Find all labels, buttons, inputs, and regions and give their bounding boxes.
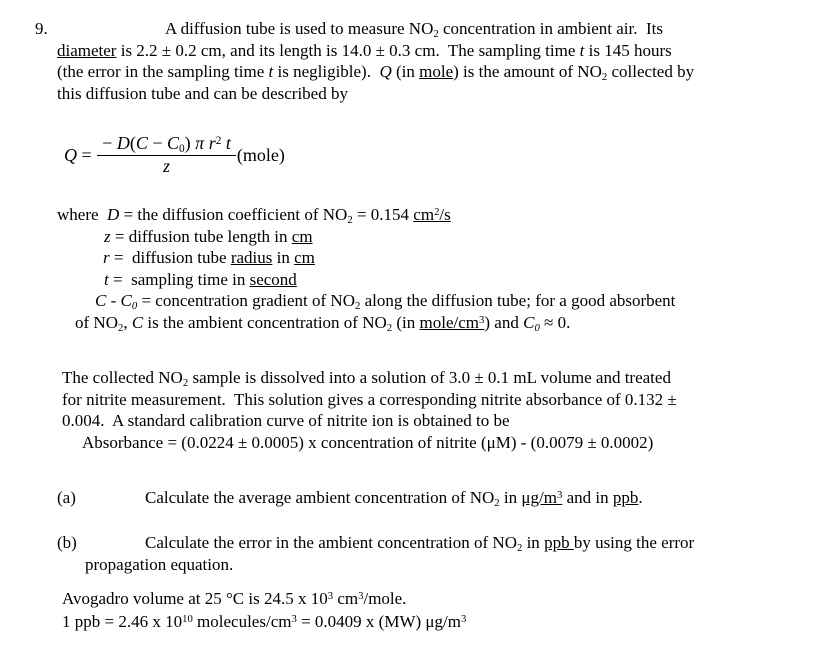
- variable-definitions: [0, 204, 821, 334]
- text-run: [420, 313, 485, 332]
- text-run: 2: [516, 541, 523, 554]
- text-run: 0: [534, 321, 540, 334]
- text-run: 3: [291, 612, 297, 625]
- text-run: 3: [327, 589, 334, 602]
- text-run: along the diffusion tube; for a good absorbent: [360, 291, 676, 311]
- text-line: [0, 367, 821, 389]
- text-run: [413, 205, 450, 224]
- text-run: 2: [434, 205, 440, 218]
- formula-fraction: [97, 133, 236, 177]
- part-a-text: [0, 487, 821, 509]
- text-line: [0, 587, 821, 610]
- text-run: = 0.0409 x (MW) μg/m: [296, 612, 461, 631]
- text-run: D: [116, 133, 130, 153]
- text-run: 3: [479, 313, 485, 326]
- text-run: propagation equation.: [85, 554, 234, 574]
- text-run: (a): [57, 488, 76, 507]
- text-run: π: [195, 133, 205, 153]
- text-run: C: [166, 133, 179, 153]
- text-line: [0, 432, 821, 454]
- text-run: r: [208, 133, 216, 153]
- text-run: Calculate the error in the ambient concentration of NO: [145, 533, 517, 552]
- text-line: [0, 610, 821, 633]
- text-run: t: [104, 269, 109, 289]
- text-run: ppb: [612, 488, 639, 507]
- text-run: by using the error: [573, 533, 695, 552]
- text-run: −: [102, 133, 117, 153]
- text-line: [0, 226, 821, 248]
- problem-intro-paragraph: [0, 18, 821, 104]
- text-run: 2: [354, 300, 361, 313]
- text-run: = concentration gradient of NO: [137, 291, 355, 311]
- text-run: 0: [131, 300, 138, 313]
- text-line: [0, 410, 821, 432]
- diffusion-equation: [64, 133, 285, 177]
- text-run: 2: [494, 496, 500, 509]
- text-line: [0, 61, 821, 83]
- text-run: is 145 hours: [584, 40, 672, 60]
- text-run: Calculate the average ambient concentration of NO: [145, 488, 495, 507]
- text-run: z: [104, 226, 111, 246]
- text-run: 2: [117, 321, 124, 334]
- formula-denominator: [163, 156, 170, 177]
- text-run: -: [106, 291, 121, 311]
- text-run: t: [225, 133, 231, 153]
- text-run: for nitrite measurement. This solution gives a corresponding nitrite absorbance of 0.132 ±: [62, 389, 677, 409]
- text-run: collected by: [607, 62, 695, 82]
- text-run: (: [129, 133, 136, 153]
- text-run: .: [638, 488, 643, 507]
- text-run: second: [249, 269, 297, 289]
- text-run: 2: [182, 376, 189, 389]
- text-run: 3: [358, 589, 364, 602]
- text-run: μg/m: [521, 488, 557, 507]
- text-run: = diffusion tube length in: [110, 226, 292, 246]
- constants-footnote: [0, 587, 821, 633]
- text-run: and in: [562, 488, 613, 507]
- text-run: this diffusion tube and can be described by: [57, 83, 348, 103]
- measurement-paragraph: [0, 367, 821, 453]
- text-run: Absorbance = (0.0224 ± 0.0005) x concentration of nitrite (μM) - (0.0079 ± 0.0002): [82, 432, 654, 452]
- text-line: [0, 487, 821, 509]
- text-run: 10: [182, 612, 193, 625]
- text-run: 2: [601, 71, 608, 84]
- text-run: ): [184, 133, 196, 153]
- text-run: C: [120, 291, 132, 311]
- text-run: = diffusion tube: [109, 248, 231, 268]
- text-run: = sampling time in: [108, 269, 250, 289]
- text-line: [0, 269, 821, 291]
- text-run: is 2.2 ± 0.2 cm, and its length is 14.0 ± 0.3 cm. The sampling time: [116, 40, 580, 60]
- text-run: 2: [347, 213, 353, 226]
- text-run: 2: [433, 27, 439, 40]
- text-run: diameter: [57, 40, 117, 60]
- text-run: C: [95, 291, 107, 311]
- text-line: [0, 204, 821, 226]
- part-b-text: [0, 532, 821, 575]
- text-run: = the diffusion coefficient of NO: [119, 205, 348, 224]
- text-run: 1 ppb = 2.46 x 10: [62, 612, 183, 631]
- text-line: [0, 40, 821, 62]
- text-run: The collected NO: [62, 368, 183, 387]
- text-run: ppb: [544, 533, 574, 552]
- text-run: 3: [556, 488, 563, 501]
- text-run: (b): [57, 533, 77, 552]
- text-line: [0, 83, 821, 105]
- text-run: cm: [294, 248, 315, 268]
- text-run: D: [107, 205, 120, 224]
- text-run: concentration in ambient air. Its: [438, 19, 663, 38]
- text-run: t: [579, 40, 585, 60]
- text-run: in: [499, 488, 522, 507]
- text-run: (the error in the sampling time: [57, 62, 269, 82]
- text-run: ,: [123, 312, 132, 332]
- text-run: C: [135, 133, 148, 153]
- text-run: 3: [460, 612, 467, 625]
- text-run: 0: [179, 143, 185, 156]
- text-line: [0, 247, 821, 269]
- text-run: (in: [392, 312, 420, 332]
- text-run: cm: [413, 205, 435, 224]
- text-run: C: [523, 312, 535, 332]
- text-run: where: [57, 205, 108, 224]
- text-line: [0, 532, 821, 554]
- text-run: 2: [386, 321, 393, 334]
- text-run: of NO: [75, 312, 118, 332]
- text-run: −: [147, 133, 167, 153]
- text-line: [0, 18, 821, 40]
- text-run: molecules/cm: [192, 612, 292, 631]
- text-run: r: [103, 248, 110, 268]
- formula-unit: [237, 145, 285, 166]
- text-run: sample is dissolved into a solution of 3.0 ± 0.1 mL volume and treated: [188, 368, 671, 387]
- text-run: 2: [215, 134, 222, 147]
- text-run: cm: [333, 589, 359, 608]
- text-run: is the ambient concentration of NO: [143, 312, 387, 332]
- text-run: mole/cm: [419, 312, 480, 332]
- problem-number: 9.: [35, 19, 48, 38]
- text-run: /mole.: [363, 589, 407, 608]
- text-run: Q: [64, 144, 77, 165]
- text-run: Q: [379, 62, 392, 82]
- text-run: = 0.154: [352, 205, 414, 224]
- formula-lhs: [64, 145, 96, 166]
- text-run: /s: [439, 205, 451, 224]
- text-run: t: [268, 62, 274, 82]
- text-run: is negligible).: [273, 62, 380, 82]
- text-line: [0, 312, 821, 334]
- text-run: [521, 488, 562, 507]
- text-run: cm: [291, 226, 313, 246]
- text-run: ) is the amount of NO: [453, 62, 602, 82]
- text-run: z: [163, 156, 171, 176]
- formula-numerator: [97, 133, 236, 156]
- text-line: [0, 290, 821, 312]
- text-run: A diffusion tube is used to measure NO: [165, 19, 434, 38]
- text-run: ) and: [484, 312, 524, 332]
- text-run: (in: [391, 62, 420, 82]
- text-run: radius: [230, 248, 273, 268]
- text-line: [0, 389, 821, 411]
- text-run: ≈ 0.: [539, 312, 571, 332]
- text-run: mole: [419, 62, 454, 82]
- text-run: C: [131, 312, 144, 332]
- text-run: in: [272, 248, 295, 268]
- text-run: (mole): [236, 144, 285, 165]
- text-run: in: [522, 533, 545, 552]
- text-run: Avogadro volume at 25 °C is 24.5 x 10: [62, 589, 328, 608]
- text-run: =: [77, 144, 97, 165]
- text-run: 0.004. A standard calibration curve of nitrite ion is obtained to be: [62, 411, 510, 431]
- text-line: [0, 554, 821, 576]
